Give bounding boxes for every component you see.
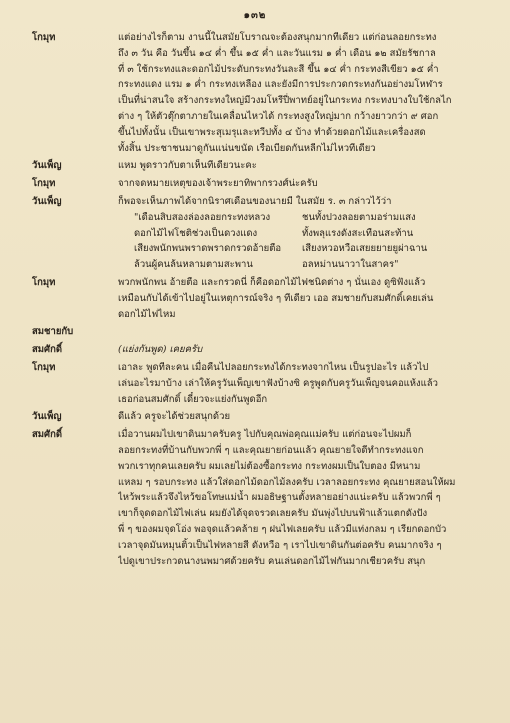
dialogue-entry: [32, 158, 492, 174]
speech-text: [118, 360, 492, 407]
speech-text: [118, 409, 492, 425]
poem-verse: [118, 210, 492, 226]
text-line: ทั้งสิ้น ประชาชนมาดูกันแน่นขนัด เรือเบียดกันหลีกไม่ไหวทีเดียว: [118, 142, 376, 154]
text-line: (แย่งกันพูด) เคยครับ: [118, 344, 203, 356]
dialogue-entry: [32, 194, 492, 273]
verse-left: เสียงพนักพนพราดพราดกรวดอ้ายตือ: [134, 243, 282, 255]
text-line: พี่ ๆ ของผมจุดโอ่ง พอจุดแล้วคล้าย ๆ ฝนไฟเลยครับ แล้วมีแท่งกลม ๆ เรียกดอกบัว: [118, 523, 447, 535]
speaker-name: โกมุท: [32, 32, 56, 43]
speech-text: [118, 176, 492, 192]
text-line: กระทงแดง แรม ๑ ค่ำ กระทงเหลือง และยังมีการประกวดกระทงกันอย่างมโหฬาร: [118, 79, 443, 91]
speaker-name: สมศักดิ์: [32, 344, 63, 356]
speaker-name: วันเพ็ญ: [32, 160, 62, 172]
text-line: เอาละ พูดทีละคน เมื่อคืนไปลอยกระทงได้กระทงจากไหน เป็นรูปอะไร แล้วไป: [118, 361, 429, 373]
text-line: แหลม ๆ รอบกระทง แล้วใส่ดอกไม้ดอกไม้ลงครับ เวลาลอยกระทง คุณยายสอนให้ผม: [118, 476, 456, 488]
dialogue-body: [32, 30, 492, 571]
text-line: เหมือนกับได้เข้าไปอยู่ในเหตุการณ์จริง ๆ ทีเดียว เออ สมชายกับสมศักดิ์เคยเล่น: [118, 292, 434, 304]
dialogue-entry: [32, 324, 492, 340]
text-line: [118, 324, 492, 340]
speech-text: [118, 158, 492, 174]
text-line: ที่ ๓ ใช้กระทงและดอกไม้ประดับกระทงวันละสี ขึ้น ๑๔ ค่ำ กระทงสีเขียว ๑๕ ค่ำ: [118, 63, 439, 75]
text-line: แหม พูดราวกับตาเห็นทีเดียวนะคะ: [118, 160, 257, 172]
dialogue-entry: [32, 427, 492, 569]
speech-text: [118, 194, 492, 273]
verse-right: เสียงหวอหวือเสยยยายยูผ่าฉาน: [302, 243, 428, 255]
verse-right: ชนทั้งปวงลอยตามอร่ามแสง: [302, 211, 416, 223]
verse-left: "เดือนสิบสองล่องลอยกระทงหลวง: [134, 211, 271, 223]
text-line: ดอกไม้ไฟไหม: [118, 308, 176, 320]
speech-text: [118, 30, 492, 156]
dialogue-entry: [32, 30, 492, 156]
dialogue-entry: [32, 342, 492, 358]
text-line: ถึง ๓ วัน คือ วันขึ้น ๑๔ ค่ำ ขึ้น ๑๕ ค่ำ และวันแรม ๑ ค่ำ เดือน ๑๒ สมัยรัชกาล: [118, 47, 436, 59]
text-line: พวกเราทุกคนเลยครับ ผมเลยไม่ต้องซื้อกระทง กระทงผมเป็นใบตอง มีหนาม: [118, 460, 421, 472]
speech-text: [118, 342, 492, 358]
speaker-name: โกมุท: [32, 178, 56, 190]
text-line: ก็พอจะเห็นภาพได้จากนิราศเดือนของนายมี ในสมัย ร. ๓ กล่าวไว้ว่า: [118, 195, 392, 207]
dialogue-entry: [32, 176, 492, 192]
verse-right: ทั้งพลุแรงดังสะเทือนสะท้าน: [302, 227, 414, 239]
text-line: ไปดูเขาประกวดนางนพมาศด้วยครับ คนเล่นดอกไม้ไฟกันมากเชียวครับ สนุก: [118, 555, 426, 567]
page-number: ๑๓๒: [243, 10, 267, 21]
text-line: เวลาจุดมันหมุนติ้วเป็นไฟหลายสี ดังหวือ ๆ เราไปเขาดินกันต่อครับ คนมากจริง ๆ: [118, 539, 442, 551]
text-line: เธอก่อนสมศักดิ์ เดี๋ยวจะแย่งกันพูดอีก: [118, 393, 268, 405]
poem-verse: [118, 226, 492, 242]
poem-verse: [118, 241, 492, 257]
verse-right: อลหม่านนาวาในสาคร": [302, 259, 399, 271]
poem-verse: [118, 257, 492, 273]
verse-left: ล้วนผู้คนล้นหลามตามสะพาน: [134, 259, 253, 271]
speech-text: [118, 324, 492, 340]
text-line: เมื่อวานผมไปเขาดินมาครับครู ไปกับคุณพ่อคุณแม่ครับ แต่ก่อนจะไปผมก็: [118, 429, 412, 441]
text-line: ไหว้พระแล้วจึงไหว้ขอโทษแม่น้ำ ผมอธิษฐานตั้งหลายอย่างแน่ะครับ แล้วพวกพี่ ๆ: [118, 492, 441, 504]
speaker-name: โกมุท: [32, 361, 56, 373]
text-line: จากจดหมายเหตุของเจ้าพระยาทิพากรวงศ์น่ะครับ: [118, 178, 318, 190]
speaker-name: สมศักดิ์: [32, 429, 63, 441]
speaker-name: วันเพ็ญ: [32, 195, 62, 207]
text-line: ลอยกระทงที่บ้านกับพวกพี่ ๆ และคุณยายก่อนแล้ว คุณยายใจดีทำกระทงแจก: [118, 444, 424, 456]
dialogue-entry: [32, 409, 492, 425]
text-line: เป็นที่น่าสนใจ สร้างกระทงใหญ่มีวงมโหรีปี่พาทย์อยู่ในกระทง กระทงบางใบใช้กลไก: [118, 95, 452, 107]
text-line: เขาก็จุดดอกไม้ไฟเล่น ผมยังได้จุดจรวดเลยครับ มันพุ่งไปบนฟ้าแล้วแตกดังปัง: [118, 508, 428, 520]
speaker-name: วันเพ็ญ: [32, 411, 62, 423]
speaker-name: โกมุท: [32, 276, 56, 288]
text-line: ต่าง ๆ ให้ตัวตุ๊กตาภายในเคลื่อนไหวได้ กระทงสูงใหญ่มาก กว้างยาวกว่า ๙ ศอก: [118, 110, 439, 122]
speech-text: [118, 275, 492, 322]
text-line: ดีแล้ว ครูจะได้ช่วยสนุกด้วย: [118, 411, 231, 423]
text-line: ขึ้นไปทั้งนั้น เป็นเขาพระสุเมรุและทวีปทั้ง ๔ บ้าง ทำด้วยดอกไม้และเครื่องสด: [118, 126, 426, 138]
speaker-name: สมชายกับ: [32, 326, 74, 338]
text-line: พวกพนักพน อ้ายตือ และกรวดนี่ ก็คือดอกไม้ไฟชนิดต่าง ๆ นั่นเอง ดูซิฟังแล้ว: [118, 276, 426, 288]
verse-left: ดอกไม้ไฟโชติช่วงเป็นดวงแดง: [134, 227, 258, 239]
text-line: แต่อย่างไรก็ตาม งานนี้ในสมัยโบราณจะต้องสนุกมากทีเดียว แต่ก่อนลอยกระทง: [118, 32, 437, 43]
dialogue-entry: [32, 360, 492, 407]
dialogue-entry: [32, 275, 492, 322]
text-line: เล่นอะไรมาบ้าง เล่าให้ครูวันเพ็ญเขาฟังบ้างซิ ครูพูดกับครูวันเพ็ญจนคอแห้งแล้ว: [118, 377, 438, 389]
speech-text: [118, 427, 492, 569]
